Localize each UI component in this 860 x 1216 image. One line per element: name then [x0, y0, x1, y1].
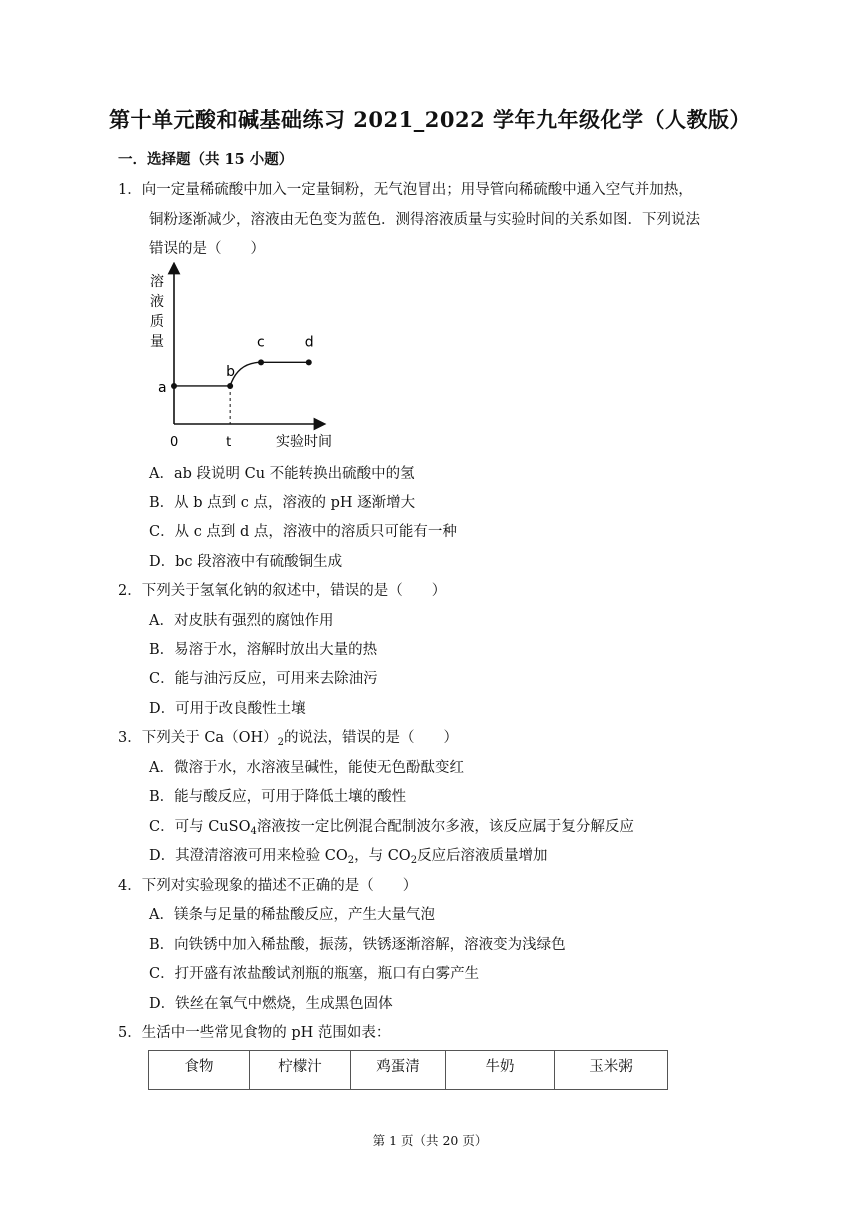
q3-c-post: 溶液按一定比例混合配制波尔多液，该反应属于复分解反应 — [256, 819, 634, 835]
point-label-c: c — [257, 334, 265, 351]
q4-stem: 4．下列对实验现象的描述不正确的是（ ） — [118, 878, 418, 894]
q3-option-d — [149, 844, 548, 865]
q3-c-sub: 4 — [250, 826, 257, 837]
q3-d-sub2: 2 — [410, 855, 418, 866]
q3-option-c — [149, 815, 634, 836]
page-title: 第十单元酸和碱基础练习 2021_2022 学年九年级化学（人教版） — [108, 107, 751, 132]
q5-stem: 5．生活中一些常见食物的 pH 范围如表： — [118, 1025, 391, 1041]
q1-chart — [148, 262, 348, 454]
table-header-cell: 柠檬汁 — [250, 1051, 351, 1090]
q3-d-pre: D．其澄清溶液可用来检验 CO — [149, 848, 348, 864]
q3-stem-sub: 2 — [277, 737, 284, 748]
q3-stem — [118, 726, 458, 747]
q3-stem-post: 的说法，错误的是（ ） — [283, 730, 458, 746]
q1-option-d: D．bc 段溶液中有硫酸铜生成 — [149, 554, 343, 570]
q4-option-a: A．镁条与足量的稀盐酸反应，产生大量气泡 — [149, 907, 435, 923]
page-footer: 第 1 页（共 20 页） — [372, 1133, 488, 1148]
q3-c-pre: C．可与 CuSO — [149, 819, 251, 835]
q4-option-b: B．向铁锈中加入稀盐酸，振荡，铁锈逐渐溶解，溶液变为浅绿色 — [149, 937, 566, 953]
point-label-a: a — [158, 379, 167, 396]
q2-option-c: C．能与油污反应，可用来去除油污 — [149, 671, 378, 687]
y-label-char-3: 量 — [150, 334, 164, 350]
q1-option-c: C．从 c 点到 d 点，溶液中的溶质只可能有一种 — [149, 524, 457, 540]
point-d — [306, 359, 312, 365]
q1-stem-line3: 错误的是（ ） — [149, 241, 265, 257]
point-label-b: b — [226, 363, 236, 380]
q3-d-sub1: 2 — [347, 855, 355, 866]
q4-option-d: D．铁丝在氧气中燃烧，生成黑色固体 — [149, 996, 393, 1012]
q2-option-a: A．对皮肤有强烈的腐蚀作用 — [149, 613, 334, 629]
table-header-cell: 牛奶 — [446, 1051, 555, 1090]
table-header-cell: 食物 — [149, 1051, 250, 1090]
y-label-char-0: 溶 — [150, 274, 164, 290]
q1-stem-line1: 1．向一定量稀硫酸中加入一定量铜粉，无气泡冒出；用导管向稀硫酸中通入空气并加热， — [118, 182, 693, 198]
ph-table — [148, 1050, 668, 1090]
q3-stem-pre: 3．下列关于 Ca（OH） — [118, 730, 278, 746]
q1-option-b: B．从 b 点到 c 点，溶液的 pH 逐渐增大 — [149, 495, 416, 511]
q3-option-b: B．能与酸反应，可用于降低土壤的酸性 — [149, 789, 407, 805]
point-label-d: d — [304, 334, 314, 351]
q3-option-a: A．微溶于水，水溶液呈碱性，能使无色酚酞变红 — [149, 760, 464, 776]
q3-d-post: 反应后溶液质量增加 — [417, 848, 548, 864]
table-row — [149, 1051, 668, 1090]
q2-option-b: B．易溶于水，溶解时放出大量的热 — [149, 642, 378, 658]
point-b — [227, 383, 233, 389]
section-heading: 一．选择题（共 15 小题） — [118, 151, 294, 168]
table-header-cell: 鸡蛋清 — [351, 1051, 446, 1090]
q3-d-mid: ，与 CO — [354, 848, 411, 864]
x-label: 实验时间 — [276, 434, 332, 450]
point-a — [171, 383, 177, 389]
table-header-cell: 玉米粥 — [555, 1051, 668, 1090]
y-label-char-2: 质 — [150, 314, 164, 330]
y-label-char-1: 液 — [150, 294, 164, 310]
q1-option-a: A．ab 段说明 Cu 不能转换出硫酸中的氢 — [149, 466, 415, 482]
q1-stem-line2: 铜粉逐渐减少，溶液由无色变为蓝色．测得溶液质量与实验时间的关系如图．下列说法 — [149, 212, 700, 228]
origin-label: 0 — [170, 435, 179, 450]
point-c — [258, 359, 264, 365]
q2-option-d: D．可用于改良酸性土壤 — [149, 701, 306, 717]
q2-stem: 2．下列关于氢氧化钠的叙述中，错误的是（ ） — [118, 583, 447, 599]
t-label: t — [226, 435, 232, 450]
q4-option-c: C．打开盛有浓盐酸试剂瓶的瓶塞，瓶口有白雾产生 — [149, 966, 480, 982]
